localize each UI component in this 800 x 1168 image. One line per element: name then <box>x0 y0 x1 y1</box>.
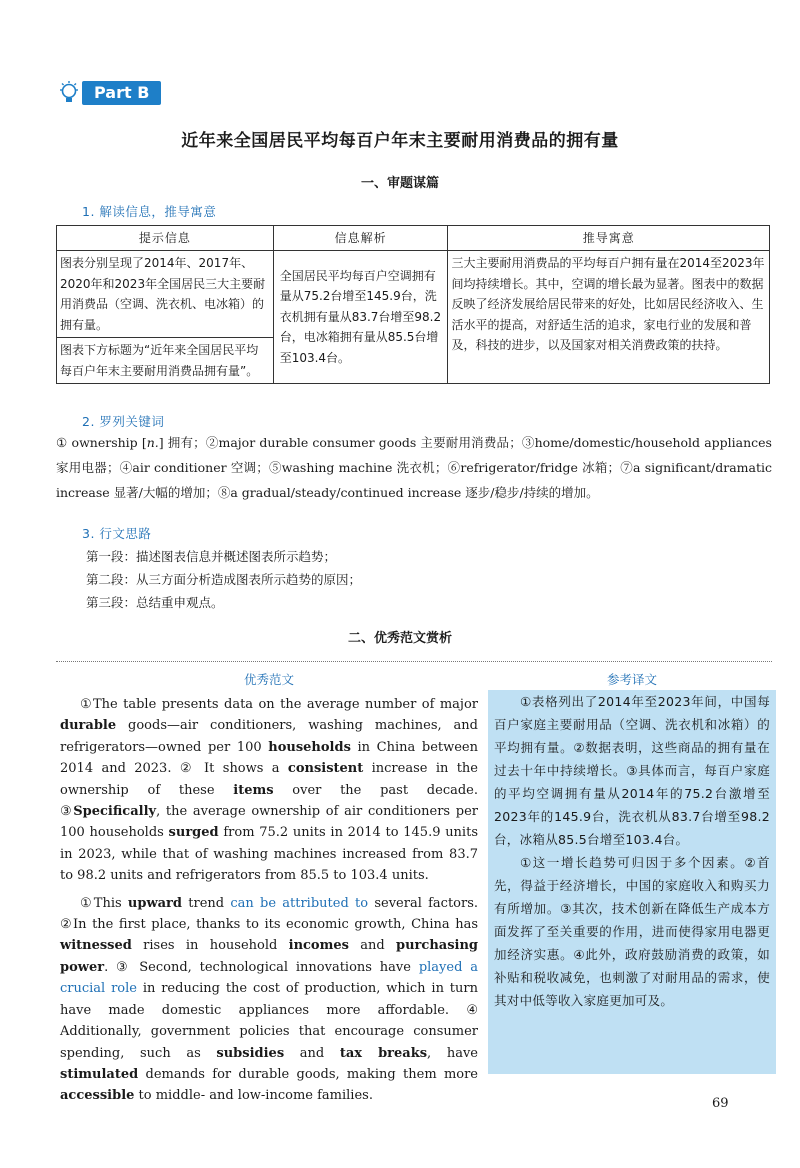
essay-paragraph-2 <box>60 893 478 1107</box>
keyword-item: ⑦a significant/dramatic increase 显著/大幅的增加； <box>56 460 772 500</box>
table-cell-info-2: 图表下方标题为“近年来全国居民平均每百户年末主要耐用消费品拥有量”。 <box>57 338 274 384</box>
section-1-title: 一、审题谋篇 <box>360 176 439 191</box>
divider <box>56 661 772 662</box>
page-title: 近年来全国居民平均每百户年末主要耐用消费品的拥有量 <box>181 131 619 151</box>
essay-text: demands for durable goods, making them more <box>138 1066 478 1082</box>
subheading-1: 1. 解读信息，推导寓意 <box>82 204 217 219</box>
table-header: 信息解析 <box>273 226 448 251</box>
translation-box <box>488 690 776 1074</box>
subheading-3: 3. 行文思路 <box>82 526 152 541</box>
keyword-item: ] 拥有； <box>158 435 206 450</box>
page-number: 69 <box>712 1096 729 1111</box>
key-word: purchasing power <box>60 938 478 975</box>
key-word: witnessed <box>60 938 132 954</box>
key-word: stimulated <box>60 1066 139 1082</box>
keyword-item: ⑧a gradual/steady/continued increase 逐步/稳步/持续的增加。 <box>217 485 599 500</box>
info-table <box>56 225 770 384</box>
key-phrase: played a crucial role <box>60 959 478 997</box>
lightbulb-icon <box>58 80 80 106</box>
keyword-item: ⑥refrigerator/fridge 冰箱； <box>447 460 621 475</box>
keyword-item: ④air conditioner 空调； <box>119 460 269 475</box>
key-word: incomes <box>288 938 349 954</box>
essay-text: to middle- and low-income families. <box>134 1088 373 1104</box>
key-word: subsidies <box>216 1045 285 1061</box>
essay-text: , the average ownership of air conditioners per 100 households <box>60 804 479 841</box>
table-header: 提示信息 <box>57 226 274 251</box>
essay-text: , have <box>427 1045 478 1061</box>
subheading-2: 2. 罗列关键词 <box>82 414 165 429</box>
essay-heading: 优秀范文 <box>243 672 294 687</box>
part-label: Part B <box>82 81 161 105</box>
key-word: surged <box>168 825 219 841</box>
essay-text: ①The table presents data on the average number of major <box>80 697 478 712</box>
table-header: 推导寓意 <box>448 226 770 251</box>
keyword-item: ⑤washing machine 洗衣机； <box>268 460 448 475</box>
essay-text: and <box>284 1045 340 1061</box>
table-cell-info-1: 图表分别呈现了2014年、2017年、2020年和2023年全国居民三大主要耐用消费品（空调、洗衣机、电冰箱）的拥有量。 <box>57 251 274 338</box>
translation-paragraph-2: ①这一增长趋势可归因于多个因素。②首先，得益于经济增长，中国的家庭收入和购买力有所增加。③其次，技术创新在降低生产成本方面发挥了至关重要的作用，进而使得家用电器更加经济实惠。④此外，政府鼓励消费的政策，如补贴和税收减免，也刺激了对耐用品的需求，使其对中低等收入家庭更加可及。 <box>494 855 770 1008</box>
key-word: accessible <box>60 1088 135 1104</box>
essay-text: and <box>348 938 397 954</box>
key-word: upward <box>127 895 183 911</box>
model-essay <box>60 694 478 1107</box>
translation-heading: 参考译文 <box>606 672 657 687</box>
keyword-list <box>56 430 772 505</box>
essay-text: in China between 2014 and 2023. ② It shows a <box>60 739 478 777</box>
key-word: items <box>233 782 274 798</box>
table-cell-analysis: 全国居民平均每百户空调拥有量从75.2台增至145.9台，洗衣机拥有量从83.7台增至98.2台，电冰箱拥有量从85.5台增至103.4台。 <box>273 251 448 384</box>
keyword-item: ③home/domestic/household appliances 家用电器； <box>56 435 772 475</box>
part-of-speech: n. <box>146 435 159 450</box>
essay-text: several factors. ②In the first place, thanks to its economic growth, China has <box>60 895 479 933</box>
outline-item: 第二段：从三方面分析造成图表所示趋势的原因； <box>86 572 362 587</box>
key-word: households <box>268 739 351 755</box>
keyword-item: ②major durable consumer goods 主要耐用消费品； <box>205 435 522 450</box>
essay-text: increase in the ownership of these <box>60 761 478 798</box>
essay-text: trend <box>182 895 231 911</box>
section-2-title: 二、优秀范文赏析 <box>347 631 452 646</box>
essay-text: from 75.2 units in 2014 to 145.9 units in 2023, while that of washing machines increased from 83.7 to 98.2 units and refrigerators from 85.5 to 103.4 units. <box>60 825 478 884</box>
part-b-header <box>58 80 161 106</box>
outline-item: 第一段：描述图表信息并概述图表所示趋势； <box>86 549 337 564</box>
table-cell-meaning: 三大主要耐用消费品的平均每百户拥有量在2014至2023年间均持续增长。其中，空调的增长最为显著。图表中的数据反映了经济发展给居民带来的好处，比如居民经济收入、生活水平的提高，对舒适生活的追求，家电行业的发展和普及，科技的进步，以及国家对相关消费政策的扶持。 <box>448 251 770 384</box>
essay-paragraph-1 <box>60 694 478 887</box>
key-word: consistent <box>287 761 364 777</box>
essay-text: rises in household <box>131 938 289 954</box>
keyword-item: ownership [ <box>71 435 147 450</box>
key-phrase: can be attributed to <box>230 895 369 911</box>
essay-text: over the past decade. ③ <box>60 782 478 820</box>
key-word: durable <box>60 718 117 734</box>
key-word: Specifically <box>73 804 157 820</box>
essay-text: ①This <box>80 895 128 911</box>
outline-item: 第三段：总结重申观点。 <box>86 595 224 610</box>
key-word: tax breaks <box>339 1045 428 1061</box>
translation-paragraph-1: ①表格列出了2014年至2023年间，中国每百户家庭主要耐用品（空调、洗衣机和冰箱）的平均拥有量。②数据表明，这些商品的拥有量在过去十年中持续增长。③具体而言，每百户家庭的平均空调拥有量从2014年的75.2台激增至2023年的145.9台，洗衣机从83.7台增至98.2台，冰箱从85.5台增至103.4台。 <box>494 694 770 847</box>
essay-text: goods—air conditioners, washing machines, and refrigerators—owned per 100 <box>60 718 478 755</box>
keyword-item: ① <box>56 435 68 450</box>
essay-text: . ③ Second, technological innovations have <box>104 959 419 975</box>
essay-text: in reducing the cost of production, which in turn have made domestic appliances more affordable. ④ Additionally, government policies that encourage consumer spending, such as <box>60 981 478 1061</box>
